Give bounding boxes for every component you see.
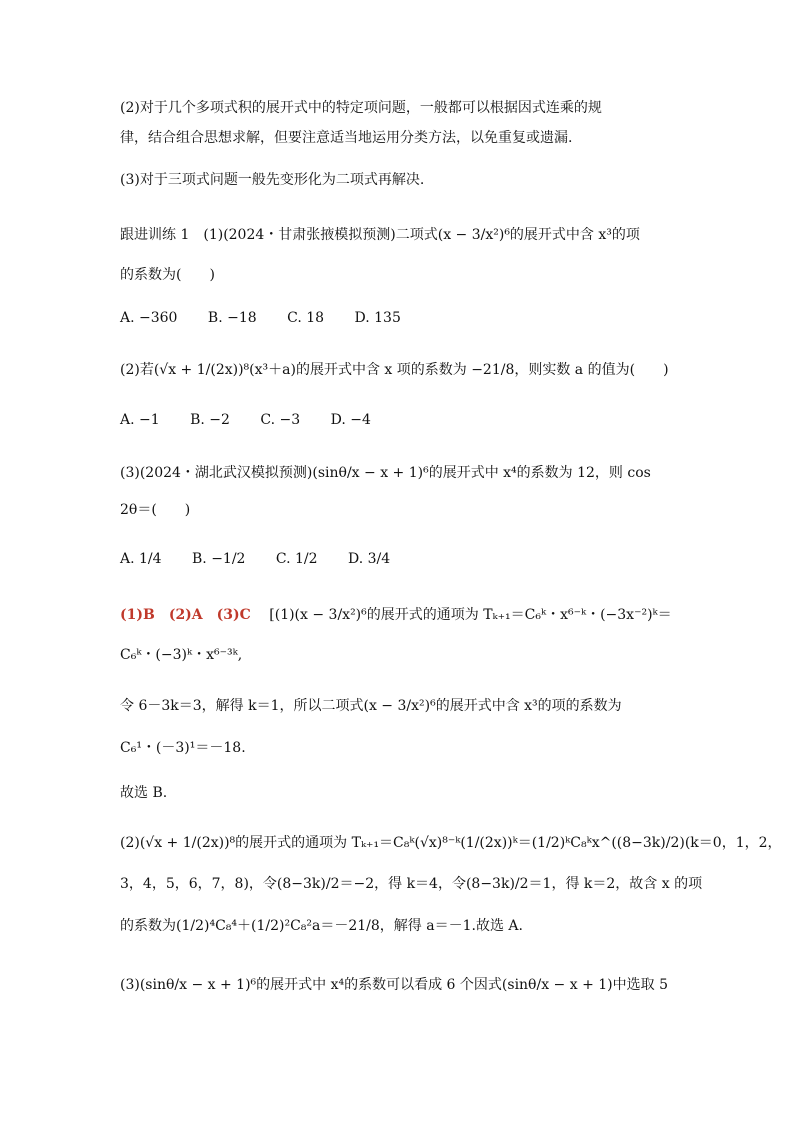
question-2-stem: (2)若(√x + 1/(2x))⁸(x³＋a)的展开式中含 x 项的系数为 −21/8，则实数 a 的值为( ) (120, 362, 669, 378)
option-d: D. 135 (354, 310, 401, 326)
option-b: B. −18 (207, 310, 257, 326)
option-a: A. −1 (120, 412, 160, 428)
question-3-stem: (3)(2024・湖北武汉模拟预测)(sinθ/x − x + 1)⁶的展开式中 x⁴的系数为 12，则 cos (120, 465, 651, 481)
answer-line-8: 的系数为(1/2)⁴C₈⁴＋(1/2)²C₈²a＝－21/8，解得 a＝－1.故选 A. (120, 918, 523, 934)
question-3-options (120, 549, 680, 569)
option-c: C. 18 (287, 310, 325, 326)
answer-line-4: C₆¹・(－3)¹＝－18. (120, 740, 246, 756)
paragraph-note-2: (2)对于几个多项式积的展开式中的特定项问题，一般都可以根据因式连乘的规 (120, 100, 602, 116)
question-1-options (120, 308, 680, 328)
answer-line-7: 3，4，5，6，7，8)，令(8−3k)/2＝−2，得 k＝4，令(8−3k)/2＝1，得 k＝2，故含 x 的项 (120, 876, 703, 892)
paragraph-note-3: (3)对于三项式问题一般先变形化为二项式再解决. (120, 172, 425, 188)
option-b: B. −1/2 (192, 551, 246, 567)
option-d: D. −4 (330, 412, 371, 428)
answer-line-5: 故选 B. (120, 785, 168, 801)
option-c: C. 1/2 (275, 551, 318, 567)
answer-key: (1)B (2)A (3)C (120, 607, 251, 623)
question-1-stem: 跟进训练 1 (1)(2024・甘肃张掖模拟预测)二项式(x − 3/x²)⁶的展开式中含 x³的项 (120, 227, 640, 243)
paragraph-note-2-cont: 律，结合组合思想求解，但要注意适当地运用分类方法，以免重复或遗漏. (120, 130, 573, 146)
option-b: B. −2 (190, 412, 230, 428)
answer-line-9: (3)(sinθ/x − x + 1)⁶的展开式中 x⁴的系数可以看成 6 个因式(sinθ/x − x + 1)中选取 5 (120, 977, 668, 993)
question-3-stem-cont: 2θ＝( ) (120, 502, 191, 518)
solution-1-text: [(1)(x − 3/x²)⁶的展开式的通项为 Tₖ₊₁＝C₆ᵏ・x⁶⁻ᵏ・(−3x⁻²)ᵏ＝ (269, 607, 672, 623)
answer-line-2: C₆ᵏ・(−3)ᵏ・x⁶⁻³ᵏ, (120, 647, 243, 663)
option-a: A. 1/4 (120, 551, 162, 567)
option-a: A. −360 (120, 310, 178, 326)
answer-line-1 (120, 605, 680, 625)
option-d: D. 3/4 (348, 551, 391, 567)
option-c: C. −3 (260, 412, 301, 428)
question-1-stem-cont: 的系数为( ) (120, 267, 215, 283)
answer-line-3: 令 6－3k＝3，解得 k＝1，所以二项式(x − 3/x²)⁶的展开式中含 x³的项的系数为 (120, 698, 622, 714)
question-2-options (120, 410, 680, 430)
answer-line-6: (2)(√x + 1/(2x))⁸的展开式的通项为 Tₖ₊₁＝C₈ᵏ(√x)⁸⁻ᵏ(1/(2x))ᵏ＝(1/2)ᵏC₈ᵏx^((8−3k)/2)(k＝0，1，2， (120, 835, 782, 851)
